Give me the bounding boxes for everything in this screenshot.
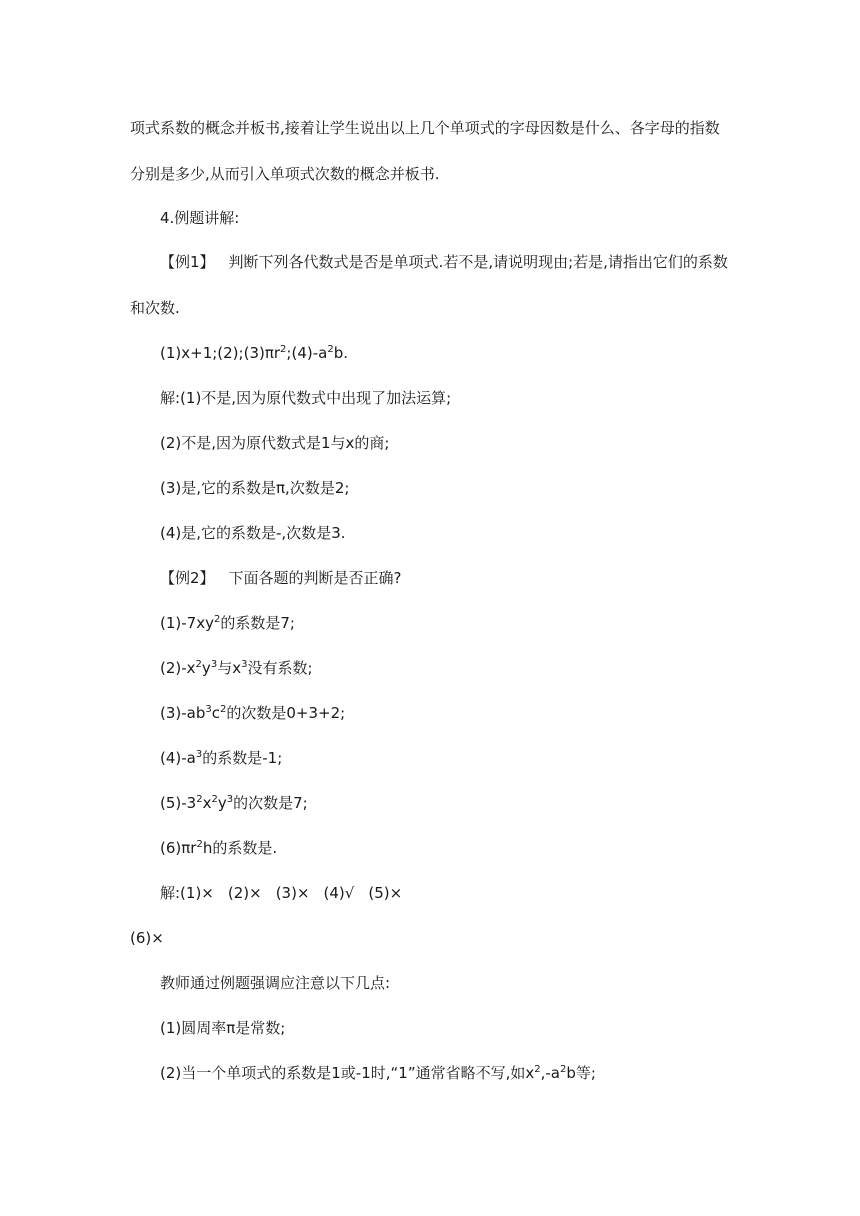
paragraph-line: (1)圆周率π是常数; bbox=[160, 1019, 286, 1037]
judgement-item: $(6)\pi r^2h$的系数是. bbox=[160, 839, 278, 857]
example-1-question bbox=[160, 252, 728, 272]
expression-list: $(1)x+1;(2);(3)\pi r^2;(4)-a^2b$. bbox=[160, 344, 348, 362]
judgement-item: $(2)-x^2y^3$与$x^3$没有系数; bbox=[160, 659, 313, 677]
paragraph-line: 和次数. bbox=[130, 299, 180, 317]
example-text: 下面各题的判断是否正确? bbox=[228, 569, 402, 587]
solution-line: (4)是,它的系数是-,次数是3. bbox=[160, 524, 346, 542]
example-tag: 【例1】 bbox=[160, 253, 215, 271]
section-heading: 4.例题讲解: bbox=[160, 209, 240, 227]
solution-line: (3)是,它的系数是π,次数是2; bbox=[160, 479, 350, 497]
answer-line: 解:(1)× (2)× (3)× (4)√ (5)× bbox=[160, 884, 403, 902]
solution-line: 解:(1)不是,因为原代数式中出现了加法运算; bbox=[160, 389, 452, 407]
answer-line: (6)× bbox=[130, 929, 164, 947]
paragraph-line: 教师通过例题强调应注意以下几点: bbox=[160, 974, 391, 992]
example-text: 判断下列各代数式是否是单项式.若不是,请说明现由;若是,请指出它们的系数 bbox=[228, 253, 728, 271]
example-tag: 【例2】 bbox=[160, 569, 215, 587]
judgement-item: $(4)-a^3$的系数是-1; bbox=[160, 749, 283, 767]
judgement-item: $(5)-3^2x^2y^3$的次数是7; bbox=[160, 794, 308, 812]
example-2-question bbox=[160, 568, 402, 588]
paragraph-line: 分别是多少,从而引入单项式次数的概念并板书. bbox=[130, 165, 440, 183]
solution-line: (2)不是,因为原代数式是1与x的商; bbox=[160, 434, 390, 452]
paragraph-line: 项式系数的概念并板书,接着让学生说出以上几个单项式的字母因数是什么、各字母的指数 bbox=[130, 119, 720, 137]
judgement-item: $(1)-7xy^2$的系数是7; bbox=[160, 614, 295, 632]
paragraph-line: (2)当一个单项式的系数是1或-1时,“1”通常省略不写,如$x^2,-a^2b$等; bbox=[160, 1064, 596, 1082]
judgement-item: $(3)-ab^3c^2$的次数是0+3+2; bbox=[160, 704, 346, 722]
